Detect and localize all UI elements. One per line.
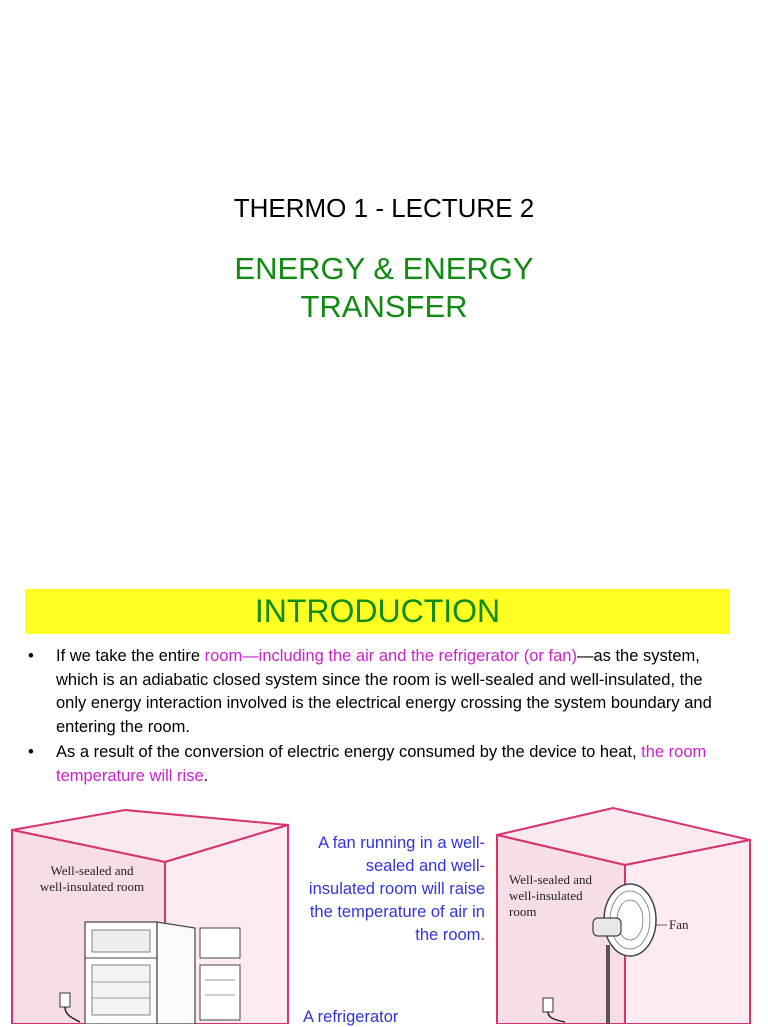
subtitle-line-2: TRANSFER bbox=[300, 289, 468, 324]
right-room-label bbox=[509, 872, 619, 920]
bullet-mark: • bbox=[28, 743, 34, 761]
right-room-label-line-2: well-insulated bbox=[509, 888, 583, 903]
right-room-label-line-1: Well-sealed and bbox=[509, 872, 593, 887]
refrigerator-caption: A refrigerator bbox=[303, 1008, 399, 1026]
slide-title: THERMO 1 - LECTURE 2 bbox=[233, 193, 535, 223]
bullet-text bbox=[56, 741, 728, 788]
bullet-text-pre: If we take the entire bbox=[56, 647, 205, 665]
introduction-heading: INTRODUCTION bbox=[254, 593, 501, 629]
bullet-text-pre: As a result of the conversion of electric energy consumed by the device to heat, bbox=[56, 743, 642, 761]
bullet-item bbox=[28, 741, 728, 788]
right-room-label-line-3: room bbox=[509, 904, 537, 919]
bullet-item bbox=[28, 645, 728, 739]
introduction-banner bbox=[25, 589, 730, 634]
bullet-mark: • bbox=[28, 647, 34, 665]
bullet-highlight: room—including the air and the refrigerator (or fan) bbox=[204, 647, 577, 665]
bullet-text bbox=[56, 645, 728, 739]
slide-subtitle bbox=[0, 250, 768, 326]
refrigerator-room-figure bbox=[10, 800, 295, 1024]
left-room-label bbox=[22, 863, 162, 895]
left-room-label-line-1: Well-sealed and bbox=[50, 863, 134, 878]
bullet-text-post: —as the system, which is an adiabatic closed system since the room is well-sealed and well-insulated, the only energy interaction involved is the electrical energy crossing the system boundary and entering the room. bbox=[56, 647, 712, 736]
subtitle-line-1: ENERGY & ENERGY bbox=[234, 251, 534, 286]
bullet-highlight: the room temperature will rise bbox=[56, 743, 707, 785]
fan-caption: A fan running in a well-sealed and well-insulated room will raise the temperature of air in the room. bbox=[308, 834, 485, 944]
fan-room-figure bbox=[495, 800, 760, 1024]
refrigerator-room-illustration bbox=[10, 800, 295, 1024]
bullet-list bbox=[28, 645, 728, 790]
bullet-text-post: . bbox=[203, 766, 209, 785]
left-room-label-line-2: well-insulated room bbox=[39, 879, 145, 894]
fan-label: Fan bbox=[669, 917, 689, 932]
